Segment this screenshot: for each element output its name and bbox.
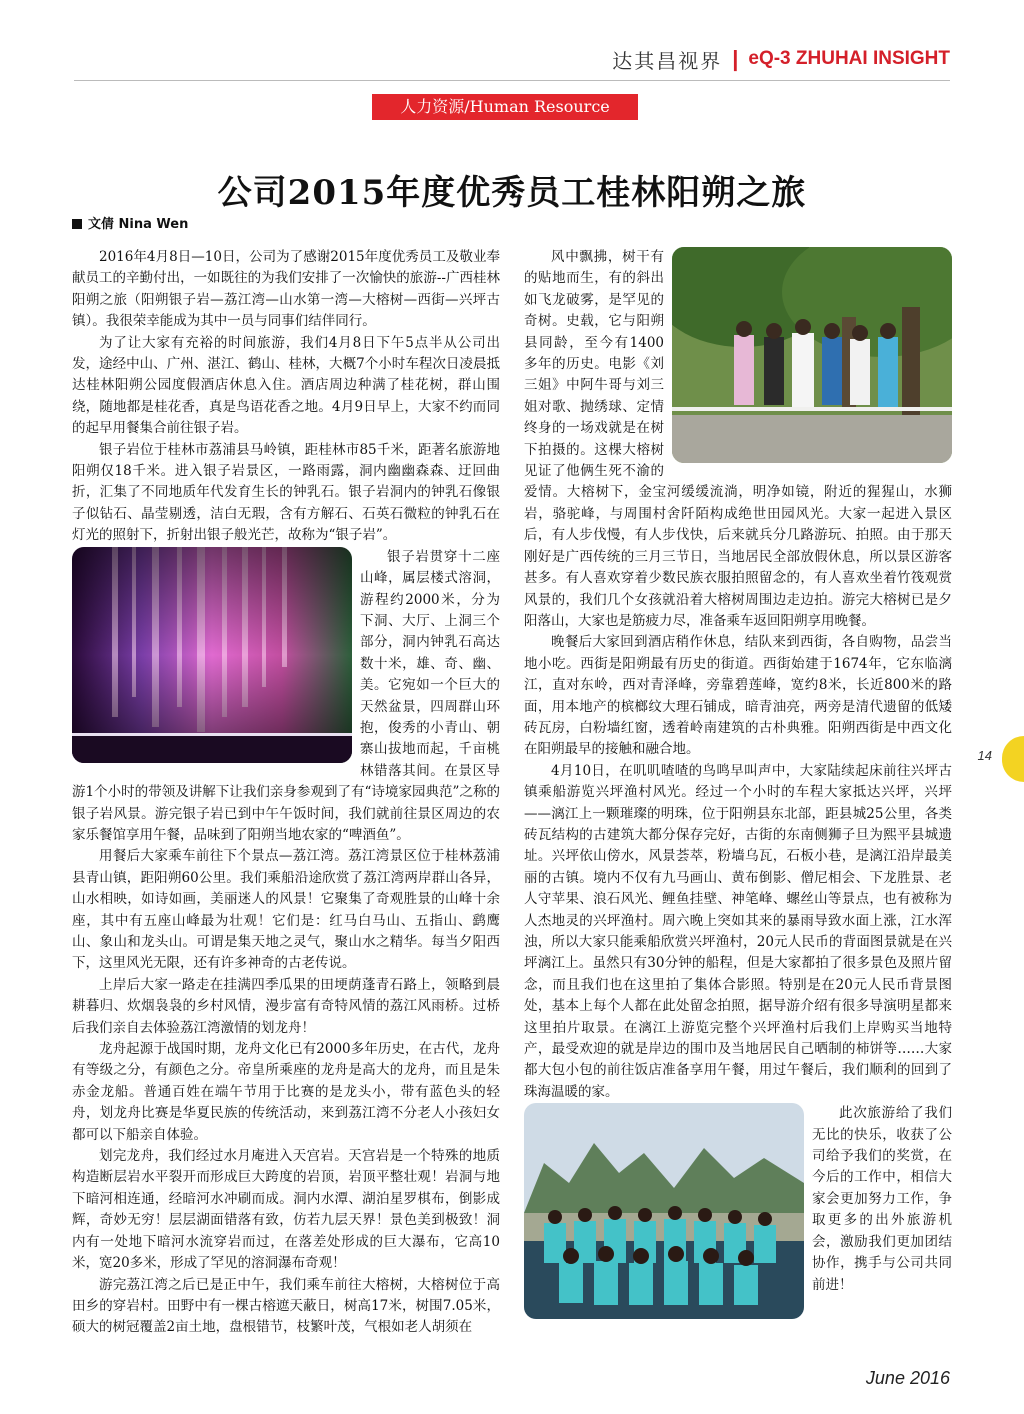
masthead-rule bbox=[74, 80, 950, 81]
left-column bbox=[72, 247, 500, 1377]
paragraph: 银子岩位于桂林市荔浦县马岭镇，距桂林市85千米，距著名旅游地阳朔仅18千米。进入银子岩景区，一路雨露，洞内幽幽森森、迂回曲折，汇集了不同地质年代发育生长的钟乳石。银子岩洞内的钟乳石像银子似钻石、晶莹剔透，洁白无瑕，含有方解石、石英石微粒的钟乳石在灯光的照射下，折射出银子般光芒，故称为“银子岩”。 bbox=[72, 441, 500, 544]
masthead-separator: | bbox=[732, 46, 739, 71]
page-tab-marker bbox=[1002, 736, 1024, 782]
paragraph: 晚餐后大家回到酒店稍作休息，结队来到西街，各自购物，品尝当地小吃。西街是阳朔最有历史的街道。西街始建于1674年，它东临漓江，直对东岭，西对青泽峰，旁靠碧莲峰，宽约8米，长近800米的路面，用本地产的槟榔纹大理石铺成，暗青油亮，两旁是清代遗留的低矮砖瓦房，白粉墙红窗，透着岭南建筑的古朴典雅。阳朔西街是中西文化在阳朔最早的接触和融合地。 bbox=[524, 634, 952, 758]
paragraph: 龙舟起源于战国时期，龙舟文化已有2000多年历史，在古代，龙舟有等级之分，有颜色之分。帝皇所乘座的龙舟是高大的龙舟，而且是朱赤金龙船。普通百姓在端午节用于比赛的是龙头小，带有蓝色头的轻舟，划龙舟比赛是华夏民族的传统活动，来到荔江湾不分老人小孩妇女都可以下船亲自体验。 bbox=[72, 1041, 500, 1143]
paragraph: 风中飘拂，树干有的贴地而生，有的斜出如飞龙破雾，是罕见的奇树。史载，它与阳朔县同龄，至今有1400多年的历史。电影《刘三姐》中阿牛哥与刘三姐对歌、抛绣球、定情终身的一场戏就是在树下拍摄的。这棵大榕树见证了他俩生死不渝的爱情。大榕树下，金宝河缓缓流淌，明净如镜，附近的猩猩山，水狮岩，骆驼峰，与周围村舍阡陌构成绝世田园风光。大家一起进入景区后，有人步伐慢，有人步伐快，后来就兵分几路游玩、拍照。由于那天刚好是广西传统的三月三节日，当地居民全部放假休息，所以景区游客甚多。有人喜欢穿着少数民族衣服拍照留念的，有人喜欢坐着竹筏观赏风景的，我们几个女孩就沿着大榕树周围边走边拍。游完大榕树已是夕阳落山，大家也是筋疲力尽，准备乘车返回阳朔享用晚餐。 bbox=[524, 249, 952, 629]
paragraph: 2016年4月8日—10日，公司为了感谢2015年度优秀员工及敬业奉献员工的辛勤付出，一如既往的为我们安排了一次愉快的旅游--广西桂林阳朔之旅（阳朔银子岩—荔江湾—山水第一湾—大榕树—西街—兴坪古镇）。我很荣幸能成为其中一员与同事们结伴同行。 bbox=[72, 249, 500, 330]
section-tag: 人力资源/Human Resource bbox=[372, 94, 638, 120]
paragraph: 4月10日，在叽叽喳喳的鸟鸣早叫声中，大家陆续起床前往兴坪古镇乘船游览兴坪渔村风光。经过一个小时的车程大家抵达兴坪，兴坪——漓江上一颗璀璨的明珠，位于阳朔县东北部，距县城25公里，各类砖瓦结构的古建筑大都分保存完好，古街的东南侧狮子旦为熙平县城遗址。兴坪依山傍水，风景荟萃，粉墙乌瓦，石板小巷，是漓江沿岸最美丽的古镇。境内不仅有九马画山、黄布倒影、僧尼相会、下龙胜景、老人守苹果、浪石风光、鲤鱼挂壁、神笔峰、螺丝山等景点，也有被称为人杰地灵的兴坪渔村。周六晚上突如其来的暴雨导致水面上涨，江水浑浊，所以大家只能乘船欣赏兴坪渔村，20元人民币的背面图景就是在兴坪漓江上。虽然只有30分钟的船程，但是大家都拍了很多景色及照片留念，而且我们也在这里拍了集体合影照。特别是在20元人民币背景图处，基本上每个人都在此处留念拍照，据导游介绍有很多导演明星都来这里拍片取景。在漓江上游览完整个兴坪渔村后我们上岸购买当地特产，最受欢迎的就是岸边的围巾及当地居民自己晒制的柿饼等……大家都大包小包的前往饭店准备享用午餐，用过午餐后，我们顺利的回到了珠海温暖的家。 bbox=[524, 762, 952, 1100]
boat-group-photo bbox=[524, 1103, 804, 1319]
masthead bbox=[612, 44, 950, 74]
paragraph: 游完荔江湾之后已是正中午，我们乘车前往大榕树，大榕树位于高田乡的穿岩村。田野中有一棵古榕遮天蔽日，树高17米，树围7.05米，硕大的树冠覆盖2亩土地，盘根错节，枝繁叶茂，气根如老人胡须在 bbox=[72, 1276, 500, 1336]
masthead-cn-title: 达其昌视界 bbox=[612, 48, 723, 73]
cave-photo bbox=[72, 547, 352, 763]
paragraph: 此次旅游给了我们无比的快乐，收获了公司给予我们的奖赏，在今后的工作中，相信大家会更加努力工作，争取更多的出外旅游机会，激励我们更加团结协作，携手与公司共同前进！ bbox=[812, 1105, 952, 1293]
banyan-tree-group-photo bbox=[672, 247, 952, 463]
right-column bbox=[524, 247, 952, 1377]
masthead-en-title: eQ-3 ZHUHAI INSIGHT bbox=[748, 48, 950, 69]
paragraph: 上岸后大家一路走在挂满四季瓜果的田埂荫蓬青石路上，领略到晨耕暮归、炊烟袅袅的乡村风情，漫步富有奇特风情的荔江风雨桥。过桥后我们亲自去体验荔江湾激情的划龙舟！ bbox=[72, 976, 500, 1036]
paragraph: 划完龙舟，我们经过水月庵进入天宫岩。天宫岩是一个特殊的地质构造断层岩水平裂开而形成巨大跨度的岩顶，岩顶平整壮观！岩洞与地下暗河相连通，经暗河水冲刷而成。洞内水潭、湖泊星罗棋布，倒影成辉，奇妙无穷！层层湖面错落有致，仿若九层天界！景色美到极致！洞内有一处地下暗河水流穿岩而过，在落差处形成的巨大瀑布，它高10米，宽20多米，形成了罕见的溶洞瀑布奇观！ bbox=[72, 1148, 500, 1272]
square-bullet-icon bbox=[72, 219, 82, 229]
paragraph: 银子岩贯穿十二座山峰，属层楼式溶洞，游程约2000米，分为下洞、大厅、上洞三个部分，洞内钟乳石高达数十米，雄、奇、幽、美。它宛如一个巨大的天然盆景，四周群山环抱，俊秀的小青山、朝寨山拔地而起，千亩桃林错落其间。在景区导游1个小时的带领及讲解下让我们亲身参观到了有“诗境家园典范”之称的银子岩风景。游完银子岩已到中午午饭时间，我们就前往景区周边的农家乐餐馆享用午餐，品味到了阳朔当地农家的“啤酒鱼”。 bbox=[72, 548, 500, 843]
paragraph: 用餐后大家乘车前往下个景点—荔江湾。荔江湾景区位于桂林荔浦县青山镇，距阳朔60公里。我们乘船沿途欣赏了荔江湾两岸群山各异，山水相映，如诗如画，美丽迷人的风景！它聚集了奇观胜景的山峰十余座，其中有五座山峰最为壮观！它们是：红马白马山、五指山、鹞鹰山、象山和龙头山。可谓是集天地之灵气，聚山水之精华。每当夕阳西下，这里风光无限，还有许多神奇的古老传说。 bbox=[72, 848, 500, 972]
paragraph: 为了让大家有充裕的时间旅游，我们4月8日下午5点半从公司出发，途经中山、广州、湛江、鹤山、桂林，大概7个小时车程次日凌晨抵达桂林阳朔公园度假酒店休息入住。酒店周边种满了桂花树，群山围绕，随地都是桂花香，真是鸟语花香之地。4月9日早上，大家不约而同的起早用餐集合前往银子岩。 bbox=[72, 334, 500, 437]
article-headline: 公司2015年度优秀员工桂林阳朔之旅 bbox=[217, 172, 807, 213]
byline-text: 文倩 Nina Wen bbox=[88, 217, 189, 232]
byline bbox=[72, 213, 188, 232]
page-number: 14 bbox=[977, 748, 992, 763]
footer-date: June 2016 bbox=[865, 1368, 950, 1388]
